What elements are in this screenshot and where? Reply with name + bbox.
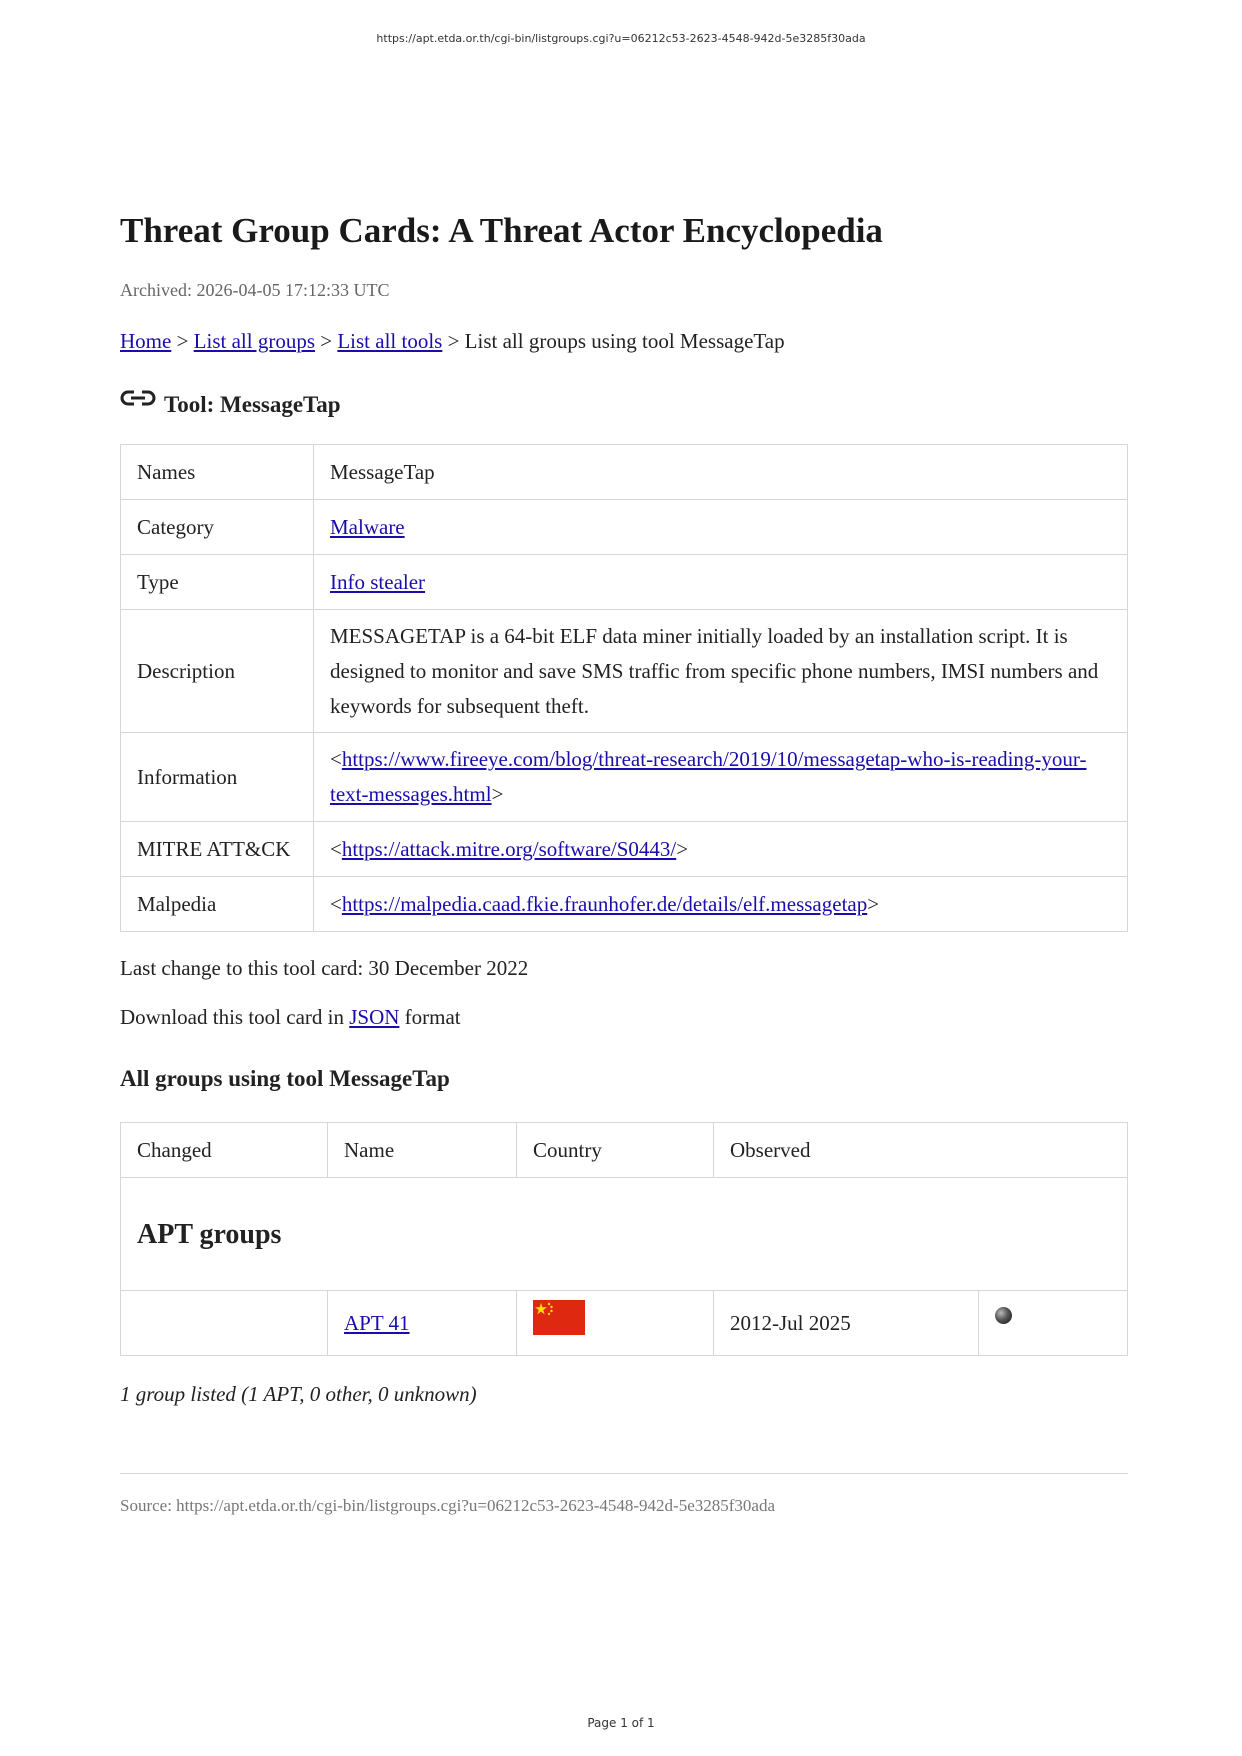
malpedia-link[interactable]: https://malpedia.caad.fkie.fraunhofer.de/details/elf.messagetap [341, 891, 868, 916]
header-country: Country [517, 1123, 714, 1178]
mitre-link[interactable]: https://attack.mitre.org/software/S0443/ [341, 836, 677, 861]
china-flag-icon [533, 1300, 585, 1335]
information-label: Information [121, 733, 314, 822]
group-observed: 2012-Jul 2025 [714, 1291, 979, 1356]
mitre-label: MITRE ATT&CK [121, 822, 314, 877]
divider [120, 1473, 1128, 1474]
breadcrumb-home-link[interactable]: Home [120, 329, 172, 353]
gt-bracket: > [491, 782, 504, 806]
groups-summary: 1 group listed (1 APT, 0 other, 0 unknown) [120, 1382, 477, 1406]
black-ball-icon [995, 1307, 1012, 1324]
names-label: Names [121, 445, 314, 500]
header-changed: Changed [121, 1123, 328, 1178]
header-observed: Observed [714, 1123, 1128, 1178]
information-cell [314, 733, 1128, 822]
archived-timestamp: Archived: 2026-04-05 17:12:33 UTC [120, 280, 390, 300]
group-name-cell [328, 1291, 517, 1356]
type-cell [314, 555, 1128, 610]
last-change: Last change to this tool card: 30 December 2022 [120, 956, 529, 980]
category-label: Category [121, 500, 314, 555]
type-label: Type [121, 555, 314, 610]
table-row [121, 500, 1128, 555]
names-value: MessageTap [314, 445, 1128, 500]
header-name: Name [328, 1123, 517, 1178]
gt-bracket: > [867, 891, 880, 916]
groups-heading: All groups using tool MessageTap [120, 1066, 450, 1091]
page-title: Threat Group Cards: A Threat Actor Encyclopedia [120, 211, 883, 250]
tool-heading-text: Tool: MessageTap [164, 392, 341, 417]
table-row [121, 445, 1128, 500]
download-suffix: format [399, 1005, 461, 1029]
page-content [120, 210, 1128, 1516]
download-prefix: Download this tool card in [120, 1005, 350, 1029]
source-line: Source: https://apt.etda.or.th/cgi-bin/listgroups.cgi?u=06212c53-2623-4548-942d-5e3285f30ada [120, 1496, 775, 1515]
section-apt-groups: APT groups [121, 1178, 1128, 1291]
table-row [121, 822, 1128, 877]
breadcrumb-separator: > [315, 329, 338, 353]
lt-bracket: < [330, 891, 342, 916]
description-label: Description [121, 610, 314, 733]
description-value: MESSAGETAP is a 64-bit ELF data miner initially loaded by an installation script. It is designed to monitor and save SMS traffic from specific phone numbers, IMSI numbers and keywords for subsequent theft. [314, 610, 1128, 733]
gt-bracket: > [676, 836, 689, 861]
breadcrumb-current: > List all groups using tool MessageTap [442, 329, 785, 353]
lt-bracket: < [330, 747, 342, 771]
type-link[interactable]: Info stealer [330, 569, 426, 594]
group-country-cell [517, 1291, 714, 1356]
page-number: Page 1 of 1 [587, 1716, 655, 1730]
category-link[interactable]: Malware [330, 514, 405, 539]
breadcrumb-groups-link[interactable]: List all groups [193, 329, 315, 353]
table-row [121, 733, 1128, 822]
tool-info-table [120, 444, 1128, 932]
table-row [121, 1291, 1128, 1356]
group-status-cell [979, 1291, 1128, 1356]
breadcrumb-separator: > [171, 329, 194, 353]
table-row [121, 610, 1128, 733]
table-row [121, 877, 1128, 932]
group-changed [121, 1291, 328, 1356]
link-icon [120, 388, 156, 410]
breadcrumb [120, 329, 1128, 354]
mitre-cell [314, 822, 1128, 877]
print-header-url: https://apt.etda.or.th/cgi-bin/listgroups.cgi?u=06212c53-2623-4548-942d-5e3285f30ada [376, 32, 866, 45]
tool-heading [120, 392, 1128, 418]
groups-table [120, 1122, 1128, 1356]
table-section-row [121, 1178, 1128, 1291]
breadcrumb-tools-link[interactable]: List all tools [337, 329, 443, 353]
category-cell [314, 500, 1128, 555]
table-header-row [121, 1123, 1128, 1178]
malpedia-label: Malpedia [121, 877, 314, 932]
group-name-link[interactable]: APT 41 [344, 1310, 410, 1335]
lt-bracket: < [330, 836, 342, 861]
table-row [121, 555, 1128, 610]
malpedia-cell [314, 877, 1128, 932]
download-line [120, 1005, 1128, 1030]
information-link[interactable]: https://www.fireeye.com/blog/threat-research/2019/10/messagetap-who-is-reading-your-text-messages.html [330, 747, 1087, 806]
json-link[interactable]: JSON [349, 1005, 400, 1029]
